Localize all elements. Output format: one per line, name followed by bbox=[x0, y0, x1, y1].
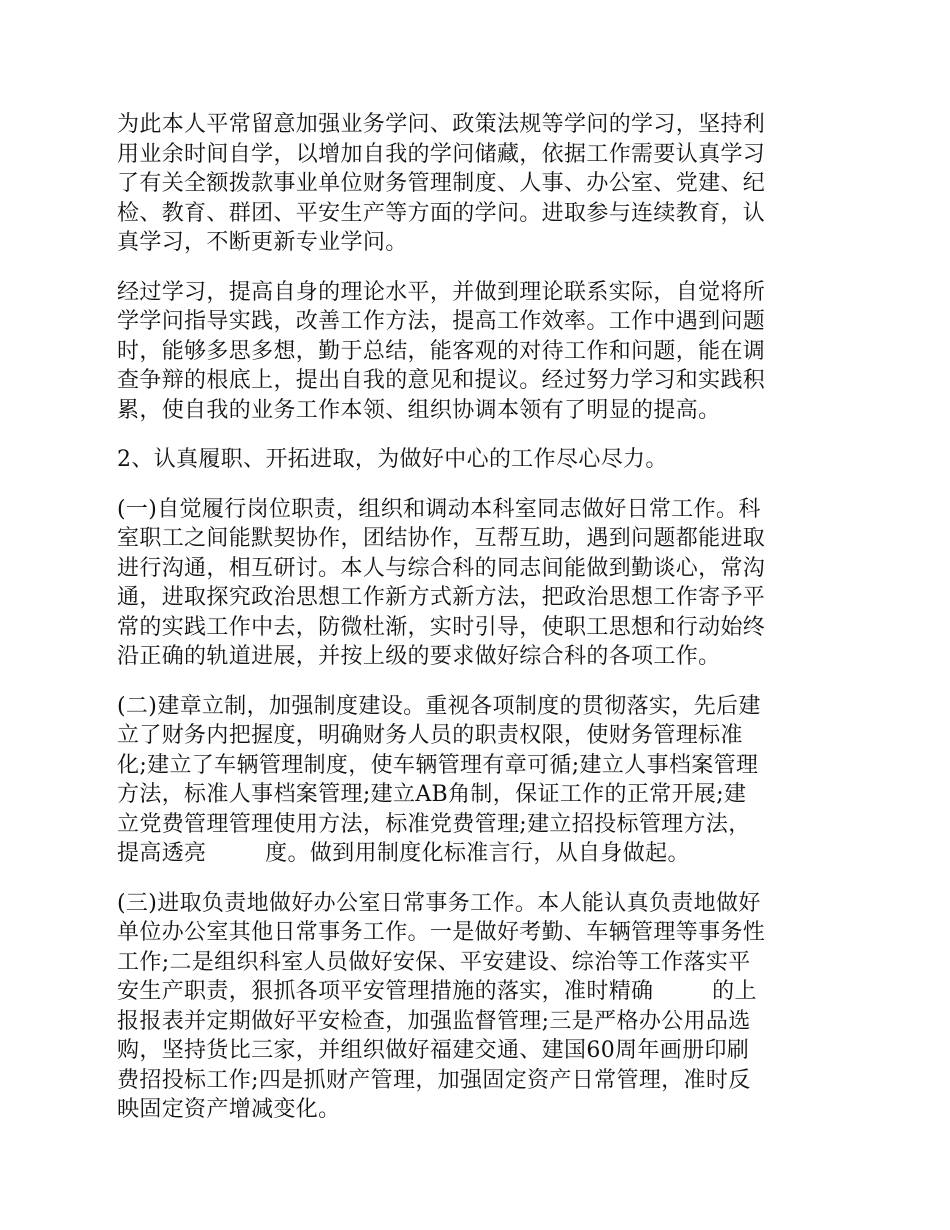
text-line: 立党费管理管理使用方法，标准党费管理;建立招投标管理方法， bbox=[117, 811, 751, 837]
text-line: 学学问指导实践，改善工作方法，提高工作效率。工作中遇到问题 bbox=[117, 309, 766, 334]
text-line: 为此本人平常留意加强业务学问、政策法规等学问的学习，坚持利 bbox=[117, 112, 766, 137]
text-line: 映固定资产增减变化。 bbox=[117, 1097, 341, 1122]
text-line: (一)自觉履行岗位职责，组织和调动本科室同志做好日常工作。科 bbox=[117, 496, 761, 522]
text-line: 累，使自我的业务工作本领、组织协调本领有了明显的提高。 bbox=[117, 397, 721, 423]
text-line: 进行沟通，相互研讨。本人与综合科的同志间能做到勤谈心，常沟 bbox=[117, 555, 766, 581]
text-line: 单位办公室其他日常事务工作。一是做好考勤、车辆管理等事务性 bbox=[117, 920, 766, 945]
text-line: 2、认真履职、开拓进取，为做好中心的工作尽心尽力。 bbox=[117, 447, 668, 472]
text-line: 工作;二是组织科室人员做好安保、平安建设、综治等工作落实平 bbox=[117, 949, 751, 975]
text-line: 了有关全额拨款事业单位财务管理制度、人事、办公室、党建、纪 bbox=[117, 171, 766, 196]
paragraph-duty bbox=[117, 495, 837, 672]
text-line: (三)进取负责地做好办公室日常事务工作。本人能认真负责地做好 bbox=[117, 890, 761, 916]
text-line: 检、教育、群团、平安生产等方面的学问。进取参与连续教育，认 bbox=[117, 200, 766, 226]
paragraph-rules bbox=[117, 692, 837, 869]
text-line: 真学习，不断更新专业学问。 bbox=[117, 230, 408, 255]
text-line: 时，能够多思多想，勤于总结，能客观的对待工作和问题，能在调 bbox=[117, 338, 766, 364]
text-line: 方法，标准人事档案管理;建立AB角制，保证工作的正常开展;建 bbox=[117, 782, 747, 807]
paragraph-office bbox=[117, 889, 837, 1125]
text-line: 查争辩的根底上，提出自我的意见和提议。经过努力学习和实践积 bbox=[117, 368, 766, 393]
text-line: 沿正确的轨道进展，并按上级的要求做好综合科的各项工作。 bbox=[117, 644, 721, 669]
text-line: 常的实践工作中去，防微杜渐，实时引导，使职工思想和行动始终 bbox=[117, 614, 766, 640]
text-line: 通，进取探究政治思想工作新方式新方法，把政治思想工作寄予平 bbox=[117, 585, 766, 610]
text-line: 经过学习，提高自身的理论水平，并做到理论联系实际，自觉将所 bbox=[117, 279, 766, 305]
text-line: 用业余时间自学，以增加自我的学问储藏，依据工作需要认真学习 bbox=[117, 141, 766, 167]
text-line: 购，坚持货比三家，并组织做好福建交通、建国60周年画册印刷 bbox=[117, 1038, 750, 1063]
text-line: 立了财务内把握度，明确财务人员的职责权限，使财务管理标准 bbox=[117, 723, 743, 748]
text-line: 报报表并定期做好平安检查，加强监督管理;三是严格办公用品选 bbox=[117, 1008, 751, 1034]
paragraph-2 bbox=[117, 278, 837, 426]
text-line: 室职工之间能默契协作，团结协作，互帮互助，遇到问题都能进取 bbox=[117, 526, 766, 551]
text-line: 费招投标工作;四是抓财产管理，加强固定资产日常管理，准时反 bbox=[117, 1067, 751, 1093]
section-heading-2 bbox=[117, 445, 837, 475]
text-line: 安生产职责，狠抓各项平安管理措施的落实，准时精确 的上 bbox=[117, 979, 757, 1004]
document-body bbox=[117, 110, 837, 1125]
text-line: 提高透亮 度。做到用制度化标准言行，从自身做起。 bbox=[117, 841, 690, 866]
text-line: (二)建章立制，加强制度建设。重视各项制度的贯彻落实，先后建 bbox=[117, 693, 761, 719]
text-line: 化;建立了车辆管理制度，使车辆管理有章可循;建立人事档案管理 bbox=[117, 752, 759, 778]
paragraph-1 bbox=[117, 110, 837, 258]
